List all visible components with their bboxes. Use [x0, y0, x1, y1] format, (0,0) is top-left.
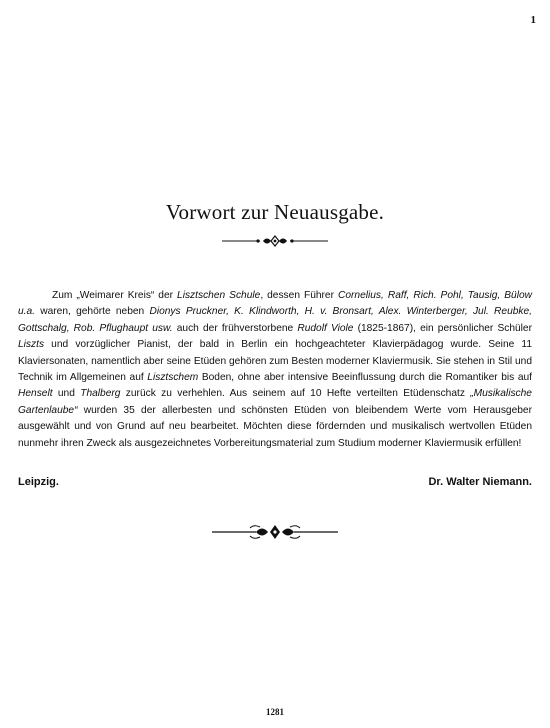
italic-run: „Musikalische Gartenlaube“: [18, 388, 532, 416]
top-ornament: [0, 234, 550, 248]
catalog-number: 1281: [266, 707, 284, 717]
text-run: und: [52, 388, 81, 400]
italic-run: Dionys Pruckner, K. Klindworth, H. v. Bronsart, Alex. Winterberger, Jul. Reubke, Gottschalg, Rob. Pflughaupt usw.: [18, 306, 532, 334]
text-run: Zum „Weimarer Kreis“ der: [52, 290, 178, 301]
text-run: waren, gehörte neben: [35, 306, 150, 318]
bottom-ornament: [0, 523, 550, 541]
italic-run: Rudolf Viole: [297, 322, 354, 334]
signature-row: [18, 476, 532, 488]
text-run: und vorzüglicher Pianist, der bald in Berlin ein hochgeachteter Klavierpädagog wurde. Seine 11 Klaviersonaten, namentlich aber seine Etüden gehören zum Besten moderner Klaviermusik. Sie stehen in Stil und Technik im Allgemeinen auf: [18, 339, 532, 384]
page-number: 1: [530, 14, 536, 26]
ornament-icon: [220, 234, 330, 248]
italic-run: Lisztschem: [147, 372, 199, 384]
place: Leipzig.: [18, 476, 59, 488]
text-run: zurück zu verhehlen. Aus seinem auf 10 Hefte verteilten Etüdenschatz: [120, 388, 471, 400]
text-run: Boden, ohne aber intensive Beeinflussung durch die Romantiker bis auf: [198, 372, 532, 384]
italic-run: Henselt: [18, 388, 53, 400]
text-run: , dessen Führer: [260, 290, 338, 301]
italic-run: Cornelius, Raff, Rich. Pohl, Tausig, Bülow u.a.: [18, 290, 532, 318]
italic-run: Lisztschen Schule: [177, 290, 261, 301]
preface-paragraph: [18, 288, 532, 452]
page-title: Vorwort zur Neuausgabe.: [165, 200, 385, 224]
italic-run: Liszts: [18, 339, 45, 351]
text-run: wurden 35 der allerbesten und schönsten Etüden von bleibendem Werte vom Herausgeber ausgewählt und von Grund auf neu bearbeitet. Möchten diese fördernden und musikalisch wertvollen Etüden nunmehr ihren Zweck als ausgezeichnetes Vorbereitungsmaterial zum Studium moderner Klaviermusik erfüllen!: [18, 404, 532, 449]
text-run: auch der frühverstorbene: [172, 322, 298, 334]
text-run: (1825-1867), ein persönlicher Schüler: [353, 322, 532, 334]
italic-run: Thalberg: [80, 388, 121, 400]
signature: Dr. Walter Niemann.: [428, 476, 532, 488]
ornament-icon: [210, 523, 340, 541]
preface-text: [18, 288, 532, 452]
